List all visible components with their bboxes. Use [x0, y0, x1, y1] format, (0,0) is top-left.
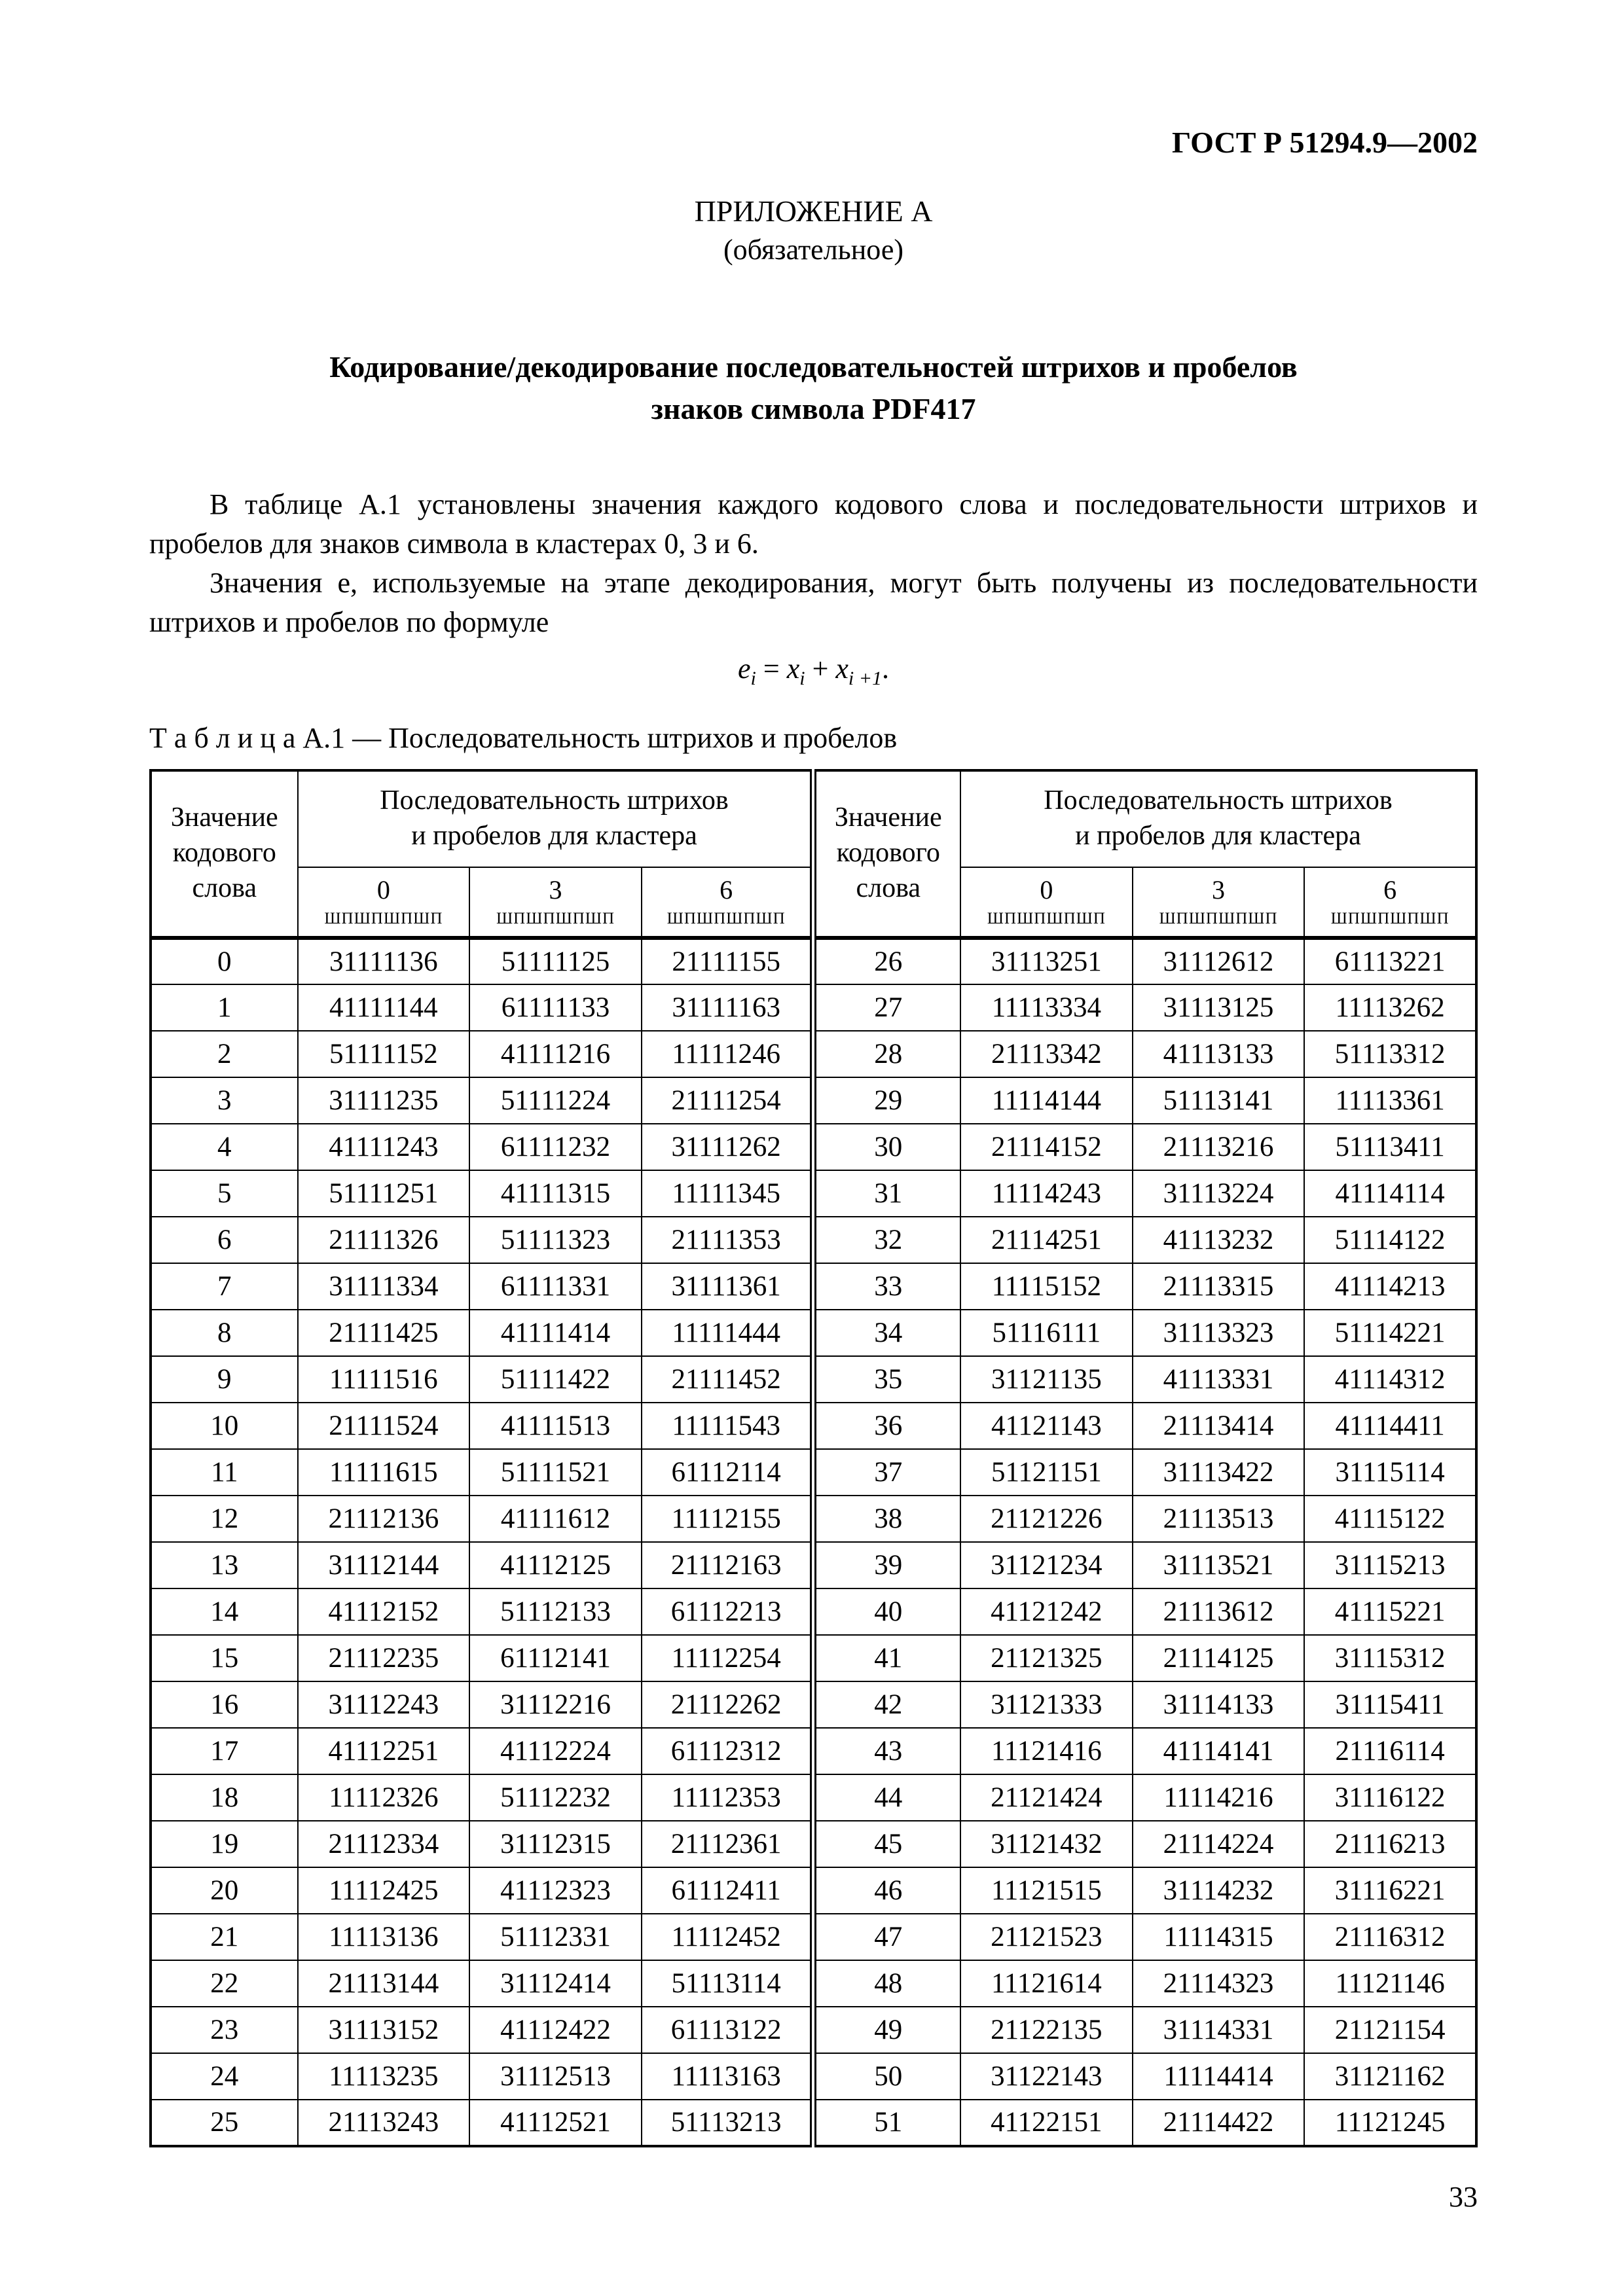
codeword-value-cell: 1 — [151, 984, 298, 1031]
sequence-cell: 51111251 — [298, 1170, 470, 1217]
header-line: кодового — [836, 838, 940, 869]
sequence-cell: 31112216 — [469, 1681, 642, 1728]
sequence-cell: 41112125 — [469, 1542, 642, 1588]
sequence-cell: 31112144 — [298, 1542, 470, 1588]
sequence-cell: 11113334 — [960, 984, 1133, 1031]
header-line: Значение — [834, 802, 942, 833]
codeword-value-cell: 37 — [813, 1449, 960, 1496]
sequence-cell: 41114213 — [1304, 1263, 1476, 1310]
sequence-cell: 41114141 — [1133, 1728, 1305, 1774]
table-header — [151, 770, 1476, 938]
sequence-cell: 11111444 — [642, 1310, 814, 1356]
sequence-cell: 21121325 — [960, 1635, 1133, 1681]
sequence-cell: 21121154 — [1304, 2007, 1476, 2053]
codeword-value-cell: 11 — [151, 1449, 298, 1496]
sequence-cell: 41112323 — [469, 1867, 642, 1914]
formula — [149, 651, 1478, 691]
codeword-value-cell: 39 — [813, 1542, 960, 1588]
sequence-cell: 21112235 — [298, 1635, 470, 1681]
codeword-value-cell: 8 — [151, 1310, 298, 1356]
table-row — [151, 938, 1476, 984]
sequence-cell: 11111543 — [642, 1403, 814, 1449]
formula-part: . — [882, 653, 890, 685]
sequence-cell: 41115122 — [1304, 1496, 1476, 1542]
sequence-cell: 11115152 — [960, 1263, 1133, 1310]
sequence-cell: 31112513 — [469, 2053, 642, 2100]
sequence-cell: 51111224 — [469, 1077, 642, 1124]
sequence-cell: 41121242 — [960, 1588, 1133, 1635]
sequence-cell: 41111315 — [469, 1170, 642, 1217]
sequence-cell: 21114152 — [960, 1124, 1133, 1170]
formula-part: i — [799, 668, 805, 690]
table-row — [151, 1728, 1476, 1774]
sequence-cell: 41114312 — [1304, 1356, 1476, 1403]
codeword-value-cell: 6 — [151, 1217, 298, 1263]
sequence-cell: 21111254 — [642, 1077, 814, 1124]
sequence-cell: 61111133 — [469, 984, 642, 1031]
codeword-value-cell: 51 — [813, 2100, 960, 2146]
header-line: слова — [192, 872, 257, 903]
sequence-cell: 11114216 — [1133, 1774, 1305, 1821]
header-line: и пробелов для кластера — [1075, 821, 1361, 852]
sequence-cell: 31112243 — [298, 1681, 470, 1728]
codeword-value-cell: 16 — [151, 1681, 298, 1728]
codeword-value-cell: 15 — [151, 1635, 298, 1681]
sequence-cell: 11112425 — [298, 1867, 470, 1914]
header-cluster-3-right — [1133, 867, 1305, 938]
sequence-cell: 11111516 — [298, 1356, 470, 1403]
cluster-pattern: ШПШПШПШП — [496, 909, 615, 927]
sequence-cell: 41111243 — [298, 1124, 470, 1170]
cluster-number: 3 — [1211, 874, 1225, 905]
codeword-value-cell: 20 — [151, 1867, 298, 1914]
cluster-pattern: ШПШПШПШП — [1330, 909, 1450, 927]
header-line: и пробелов для кластера — [411, 821, 697, 852]
table-row — [151, 1914, 1476, 1960]
sequence-cell: 31112414 — [469, 1960, 642, 2007]
sequence-cell: 41111513 — [469, 1403, 642, 1449]
sequence-cell: 51111125 — [469, 938, 642, 984]
sequence-cell: 21113513 — [1133, 1496, 1305, 1542]
table-row — [151, 1635, 1476, 1681]
sequence-cell: 31115114 — [1304, 1449, 1476, 1496]
codeword-table — [149, 769, 1478, 2147]
table-row — [151, 1217, 1476, 1263]
section-title-line1: Кодирование/декодирование последовательностей штрихов и пробелов — [329, 350, 1298, 384]
sequence-cell: 11112254 — [642, 1635, 814, 1681]
sequence-cell: 31116122 — [1304, 1774, 1476, 1821]
header-cluster-0-right — [960, 867, 1133, 938]
sequence-cell: 11113136 — [298, 1914, 470, 1960]
sequence-cell: 11112353 — [642, 1774, 814, 1821]
cluster-pattern: ШПШПШПШП — [1159, 909, 1278, 927]
header-sequence-left — [298, 770, 814, 867]
sequence-cell: 41113133 — [1133, 1031, 1305, 1077]
sequence-cell: 31122143 — [960, 2053, 1133, 2100]
sequence-cell: 41112521 — [469, 2100, 642, 2146]
codeword-value-cell: 10 — [151, 1403, 298, 1449]
paragraph-intro: В таблице А.1 установлены значения каждого кодового слова и последовательности штрихов и пробелов для знаков символа в кластерах 0, 3 и 6. — [149, 488, 1478, 560]
codeword-value-cell: 19 — [151, 1821, 298, 1867]
codeword-value-cell: 9 — [151, 1356, 298, 1403]
sequence-cell: 41111144 — [298, 984, 470, 1031]
sequence-cell: 31111262 — [642, 1124, 814, 1170]
codeword-value-cell: 47 — [813, 1914, 960, 1960]
codeword-value-cell: 26 — [813, 938, 960, 984]
sequence-cell: 31113125 — [1133, 984, 1305, 1031]
sequence-cell: 21111353 — [642, 1217, 814, 1263]
codeword-value-cell: 49 — [813, 2007, 960, 2053]
sequence-cell: 21111524 — [298, 1403, 470, 1449]
table-row — [151, 1449, 1476, 1496]
sequence-cell: 21112334 — [298, 1821, 470, 1867]
codeword-value-cell: 4 — [151, 1124, 298, 1170]
table-row — [151, 1960, 1476, 2007]
table-row — [151, 2053, 1476, 2100]
codeword-value-cell: 29 — [813, 1077, 960, 1124]
codeword-value-cell: 0 — [151, 938, 298, 984]
codeword-value-cell: 7 — [151, 1263, 298, 1310]
formula-part: x — [835, 653, 848, 685]
sequence-cell: 11111615 — [298, 1449, 470, 1496]
sequence-cell: 21111155 — [642, 938, 814, 984]
codeword-value-cell: 32 — [813, 1217, 960, 1263]
sequence-cell: 11111246 — [642, 1031, 814, 1077]
table-row — [151, 1031, 1476, 1077]
cluster-number: 3 — [549, 874, 562, 905]
sequence-cell: 41112152 — [298, 1588, 470, 1635]
header-codeword-value-left — [151, 770, 298, 938]
sequence-cell: 11113163 — [642, 2053, 814, 2100]
appendix-note: (обязательное) — [723, 234, 903, 266]
paragraph-decoding: Значения e, используемые на этапе декодирования, могут быть получены из последовательности штрихов и пробелов по формуле — [149, 566, 1478, 638]
codeword-value-cell: 48 — [813, 1960, 960, 2007]
codeword-value-cell: 38 — [813, 1496, 960, 1542]
sequence-cell: 21113414 — [1133, 1403, 1305, 1449]
table-row — [151, 1542, 1476, 1588]
cluster-pattern: ШПШПШПШП — [987, 909, 1106, 927]
table-row — [151, 1263, 1476, 1310]
sequence-cell: 31114232 — [1133, 1867, 1305, 1914]
sequence-cell: 21112136 — [298, 1496, 470, 1542]
section-title-line2: знаков символа PDF417 — [651, 391, 976, 425]
sequence-cell: 61111232 — [469, 1124, 642, 1170]
codeword-value-cell: 5 — [151, 1170, 298, 1217]
sequence-cell: 21116114 — [1304, 1728, 1476, 1774]
sequence-cell: 11112326 — [298, 1774, 470, 1821]
sequence-cell: 31113521 — [1133, 1542, 1305, 1588]
sequence-cell: 51111323 — [469, 1217, 642, 1263]
table-header-row-1 — [151, 770, 1476, 867]
table-row — [151, 1077, 1476, 1124]
sequence-cell: 51113141 — [1133, 1077, 1305, 1124]
sequence-cell: 31111163 — [642, 984, 814, 1031]
sequence-cell: 11114414 — [1133, 2053, 1305, 2100]
sequence-cell: 11121416 — [960, 1728, 1133, 1774]
codeword-value-cell: 34 — [813, 1310, 960, 1356]
table-row — [151, 2100, 1476, 2146]
table-row — [151, 1588, 1476, 1635]
codeword-value-cell: 18 — [151, 1774, 298, 1821]
sequence-cell: 41113232 — [1133, 1217, 1305, 1263]
codeword-value-cell: 23 — [151, 2007, 298, 2053]
sequence-cell: 21111425 — [298, 1310, 470, 1356]
sequence-cell: 41121143 — [960, 1403, 1133, 1449]
sequence-cell: 11121245 — [1304, 2100, 1476, 2146]
sequence-cell: 41112224 — [469, 1728, 642, 1774]
sequence-cell: 41113331 — [1133, 1356, 1305, 1403]
sequence-cell: 51111521 — [469, 1449, 642, 1496]
sequence-cell: 21111326 — [298, 1217, 470, 1263]
table-row — [151, 1774, 1476, 1821]
standard-number: ГОСТ Р 51294.9—2002 — [1172, 126, 1478, 159]
sequence-cell: 11113262 — [1304, 984, 1476, 1031]
sequence-cell: 31115213 — [1304, 1542, 1476, 1588]
sequence-cell: 31113224 — [1133, 1170, 1305, 1217]
table-row — [151, 1170, 1476, 1217]
header-line: Значение — [170, 802, 278, 833]
sequence-cell: 51111422 — [469, 1356, 642, 1403]
table-caption: Т а б л и ц а А.1 — Последовательность штрихов и пробелов — [149, 721, 898, 754]
table-row — [151, 2007, 1476, 2053]
sequence-cell: 41112422 — [469, 2007, 642, 2053]
sequence-cell: 31112612 — [1133, 938, 1305, 984]
sequence-cell: 31112315 — [469, 1821, 642, 1867]
header-sequence-right — [960, 770, 1476, 867]
cluster-number: 6 — [1383, 874, 1397, 905]
formula-part: = — [756, 653, 787, 685]
table-row — [151, 1496, 1476, 1542]
codeword-value-cell: 50 — [813, 2053, 960, 2100]
sequence-cell: 51116111 — [960, 1310, 1133, 1356]
sequence-cell: 21121424 — [960, 1774, 1133, 1821]
codeword-value-cell: 21 — [151, 1914, 298, 1960]
header-cluster-3-left — [469, 867, 642, 938]
sequence-cell: 61112213 — [642, 1588, 814, 1635]
sequence-cell: 21114323 — [1133, 1960, 1305, 2007]
sequence-cell: 41111414 — [469, 1310, 642, 1356]
cluster-number: 6 — [720, 874, 733, 905]
table-row — [151, 1403, 1476, 1449]
sequence-cell: 11121146 — [1304, 1960, 1476, 2007]
header-cluster-6-right — [1304, 867, 1476, 938]
codeword-value-cell: 36 — [813, 1403, 960, 1449]
sequence-cell: 21114224 — [1133, 1821, 1305, 1867]
sequence-cell: 51113312 — [1304, 1031, 1476, 1077]
sequence-cell: 21112163 — [642, 1542, 814, 1588]
sequence-cell: 21114251 — [960, 1217, 1133, 1263]
header-cluster-0-left — [298, 867, 470, 938]
sequence-cell: 31111235 — [298, 1077, 470, 1124]
sequence-cell: 31114331 — [1133, 2007, 1305, 2053]
codeword-value-cell: 43 — [813, 1728, 960, 1774]
sequence-cell: 11113361 — [1304, 1077, 1476, 1124]
codeword-value-cell: 13 — [151, 1542, 298, 1588]
codeword-value-cell: 33 — [813, 1263, 960, 1310]
codeword-value-cell: 3 — [151, 1077, 298, 1124]
formula-part: e — [737, 653, 751, 685]
sequence-cell: 31113152 — [298, 2007, 470, 2053]
codeword-value-cell: 30 — [813, 1124, 960, 1170]
sequence-cell: 41112251 — [298, 1728, 470, 1774]
codeword-value-cell: 31 — [813, 1170, 960, 1217]
codeword-value-cell: 44 — [813, 1774, 960, 1821]
sequence-cell: 11111345 — [642, 1170, 814, 1217]
sequence-cell: 31113422 — [1133, 1449, 1305, 1496]
codeword-value-cell: 46 — [813, 1867, 960, 1914]
codeword-value-cell: 27 — [813, 984, 960, 1031]
sequence-cell: 61111331 — [469, 1263, 642, 1310]
formula-part: x — [786, 653, 800, 685]
sequence-cell: 51111152 — [298, 1031, 470, 1077]
header-codeword-value-right — [813, 770, 960, 938]
sequence-cell: 51112232 — [469, 1774, 642, 1821]
sequence-cell: 21116213 — [1304, 1821, 1476, 1867]
page-number: 33 — [1449, 2180, 1478, 2213]
sequence-cell: 21121226 — [960, 1496, 1133, 1542]
sequence-cell: 21114422 — [1133, 2100, 1305, 2146]
sequence-cell: 51112331 — [469, 1914, 642, 1960]
sequence-cell: 51114122 — [1304, 1217, 1476, 1263]
table-row — [151, 984, 1476, 1031]
table-row — [151, 1821, 1476, 1867]
sequence-cell: 31111334 — [298, 1263, 470, 1310]
sequence-cell: 21113612 — [1133, 1588, 1305, 1635]
codeword-value-cell: 42 — [813, 1681, 960, 1728]
sequence-cell: 61112411 — [642, 1867, 814, 1914]
sequence-cell: 51121151 — [960, 1449, 1133, 1496]
sequence-cell: 31115312 — [1304, 1635, 1476, 1681]
sequence-cell: 21112262 — [642, 1681, 814, 1728]
sequence-cell: 11114144 — [960, 1077, 1133, 1124]
table-row — [151, 1310, 1476, 1356]
sequence-cell: 61113122 — [642, 2007, 814, 2053]
sequence-cell: 21113243 — [298, 2100, 470, 2146]
header-cluster-6-left — [642, 867, 814, 938]
table-row — [151, 1681, 1476, 1728]
table-row — [151, 1867, 1476, 1914]
sequence-cell: 21121523 — [960, 1914, 1133, 1960]
sequence-cell: 31113323 — [1133, 1310, 1305, 1356]
header-line: Последовательность штрихов — [380, 785, 729, 816]
sequence-cell: 61112312 — [642, 1728, 814, 1774]
appendix-title: ПРИЛОЖЕНИЕ А — [694, 194, 933, 228]
sequence-cell: 61112114 — [642, 1449, 814, 1496]
formula-part: i +1 — [848, 668, 883, 690]
table-row — [151, 1124, 1476, 1170]
sequence-cell: 21113315 — [1133, 1263, 1305, 1310]
sequence-cell: 21122135 — [960, 2007, 1133, 2053]
sequence-cell: 41115221 — [1304, 1588, 1476, 1635]
codeword-value-cell: 28 — [813, 1031, 960, 1077]
sequence-cell: 41114114 — [1304, 1170, 1476, 1217]
sequence-cell: 31121333 — [960, 1681, 1133, 1728]
sequence-cell: 31111361 — [642, 1263, 814, 1310]
sequence-cell: 11113235 — [298, 2053, 470, 2100]
sequence-cell: 41122151 — [960, 2100, 1133, 2146]
sequence-cell: 31121234 — [960, 1542, 1133, 1588]
formula-part: i — [750, 668, 756, 690]
sequence-cell: 31121162 — [1304, 2053, 1476, 2100]
sequence-cell: 41111612 — [469, 1496, 642, 1542]
header-line: слова — [856, 872, 921, 903]
sequence-cell: 21112361 — [642, 1821, 814, 1867]
sequence-cell: 61112141 — [469, 1635, 642, 1681]
cluster-number: 0 — [1040, 874, 1053, 905]
formula-part: + — [805, 653, 836, 685]
table-row — [151, 1356, 1476, 1403]
sequence-cell: 11112155 — [642, 1496, 814, 1542]
sequence-cell: 21113144 — [298, 1960, 470, 2007]
sequence-cell: 21113342 — [960, 1031, 1133, 1077]
codeword-value-cell: 2 — [151, 1031, 298, 1077]
sequence-cell: 51113411 — [1304, 1124, 1476, 1170]
sequence-cell: 21113216 — [1133, 1124, 1305, 1170]
sequence-cell: 11114243 — [960, 1170, 1133, 1217]
sequence-cell: 31121432 — [960, 1821, 1133, 1867]
cluster-pattern: ШПШПШПШП — [324, 909, 443, 927]
codeword-value-cell: 45 — [813, 1821, 960, 1867]
sequence-cell: 61113221 — [1304, 938, 1476, 984]
sequence-cell: 41114411 — [1304, 1403, 1476, 1449]
sequence-cell: 51113213 — [642, 2100, 814, 2146]
sequence-cell: 11114315 — [1133, 1914, 1305, 1960]
header-line: кодового — [172, 838, 276, 869]
sequence-cell: 31115411 — [1304, 1681, 1476, 1728]
table-body — [151, 938, 1476, 2146]
sequence-cell: 31116221 — [1304, 1867, 1476, 1914]
codeword-value-cell: 35 — [813, 1356, 960, 1403]
sequence-cell: 11112452 — [642, 1914, 814, 1960]
sequence-cell: 11121614 — [960, 1960, 1133, 2007]
sequence-cell: 31111136 — [298, 938, 470, 984]
codeword-value-cell: 24 — [151, 2053, 298, 2100]
codeword-value-cell: 22 — [151, 1960, 298, 2007]
sequence-cell: 51114221 — [1304, 1310, 1476, 1356]
codeword-value-cell: 41 — [813, 1635, 960, 1681]
codeword-value-cell: 14 — [151, 1588, 298, 1635]
sequence-cell: 11121515 — [960, 1867, 1133, 1914]
sequence-cell: 31114133 — [1133, 1681, 1305, 1728]
sequence-cell: 51113114 — [642, 1960, 814, 2007]
codeword-value-cell: 25 — [151, 2100, 298, 2146]
sequence-cell: 21116312 — [1304, 1914, 1476, 1960]
section-title — [149, 346, 1478, 429]
codeword-value-cell: 40 — [813, 1588, 960, 1635]
sequence-cell: 21114125 — [1133, 1635, 1305, 1681]
sequence-cell: 51112133 — [469, 1588, 642, 1635]
codeword-value-cell: 17 — [151, 1728, 298, 1774]
header-line: Последовательность штрихов — [1044, 785, 1393, 816]
cluster-pattern: ШПШПШПШП — [666, 909, 786, 927]
sequence-cell: 21111452 — [642, 1356, 814, 1403]
cluster-number: 0 — [376, 874, 390, 905]
sequence-cell: 41111216 — [469, 1031, 642, 1077]
sequence-cell: 31121135 — [960, 1356, 1133, 1403]
codeword-value-cell: 12 — [151, 1496, 298, 1542]
sequence-cell: 31113251 — [960, 938, 1133, 984]
